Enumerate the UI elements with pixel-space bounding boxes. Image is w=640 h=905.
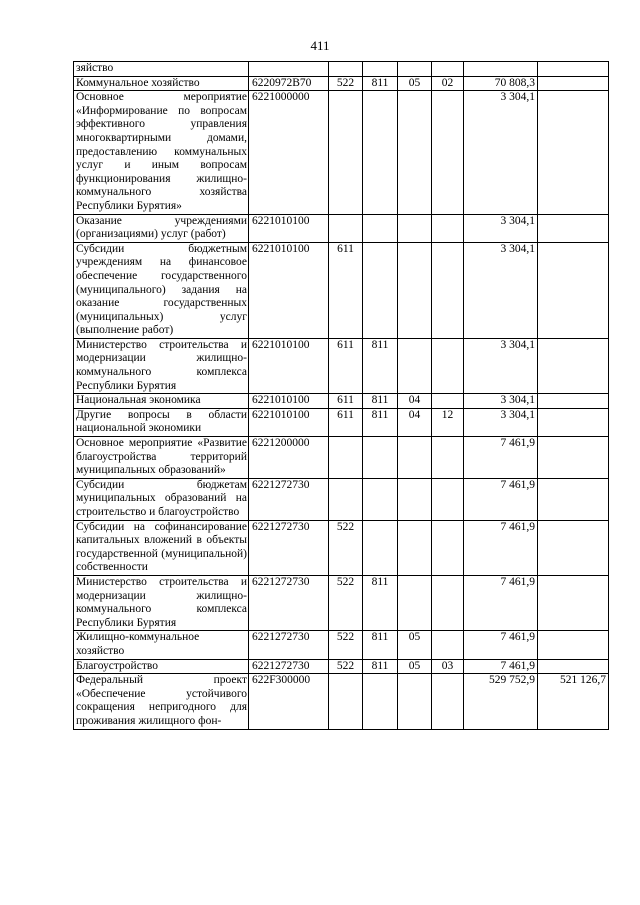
amount-cell: 70 808,3 xyxy=(464,76,538,91)
expense-type-cell: 611 xyxy=(329,394,363,409)
expense-type-cell: 522 xyxy=(329,659,363,674)
amount-cell: 529 752,9 xyxy=(464,674,538,729)
table-row xyxy=(74,91,609,214)
ministry-code-cell xyxy=(363,91,398,214)
subsection-cell xyxy=(432,394,464,409)
ministry-code-cell xyxy=(363,62,398,77)
table-body xyxy=(74,62,609,730)
subsection-cell xyxy=(432,338,464,393)
target-article-cell: 6221010100 xyxy=(249,214,329,242)
target-article-cell: 6221000000 xyxy=(249,91,329,214)
row-name-cell: Федеральный проект «Обеспечение устойчивого сокращения непригодного для проживания жилищного фон- xyxy=(74,674,249,729)
amount2-cell xyxy=(538,437,609,479)
row-name-cell: зяйство xyxy=(74,62,249,77)
ministry-code-cell: 811 xyxy=(363,76,398,91)
table-row xyxy=(74,437,609,479)
section-cell xyxy=(398,338,432,393)
amount-cell: 7 461,9 xyxy=(464,478,538,520)
amount-cell: 3 304,1 xyxy=(464,408,538,436)
amount-cell: 3 304,1 xyxy=(464,338,538,393)
amount2-cell xyxy=(538,659,609,674)
row-name-cell: Министерство строительства и модернизации жилищно-коммунального комплекса Республики Бурятия xyxy=(74,575,249,630)
target-article-cell: 6221010100 xyxy=(249,394,329,409)
subsection-cell xyxy=(432,674,464,729)
amount-cell: 7 461,9 xyxy=(464,631,538,659)
amount2-cell xyxy=(538,76,609,91)
amount2-cell xyxy=(538,62,609,77)
target-article-cell: 622F300000 xyxy=(249,674,329,729)
ministry-code-cell xyxy=(363,437,398,479)
table-row xyxy=(74,242,609,338)
row-name-cell: Коммунальное хозяйство xyxy=(74,76,249,91)
amount2-cell xyxy=(538,408,609,436)
target-article-cell: 6221272730 xyxy=(249,575,329,630)
target-article-cell: 6221272730 xyxy=(249,478,329,520)
expense-type-cell xyxy=(329,91,363,214)
section-cell: 05 xyxy=(398,659,432,674)
table-row xyxy=(74,214,609,242)
expense-type-cell xyxy=(329,674,363,729)
subsection-cell xyxy=(432,214,464,242)
subsection-cell: 12 xyxy=(432,408,464,436)
subsection-cell xyxy=(432,437,464,479)
expense-type-cell xyxy=(329,437,363,479)
ministry-code-cell xyxy=(363,242,398,338)
ministry-code-cell: 811 xyxy=(363,575,398,630)
target-article-cell: 6221010100 xyxy=(249,338,329,393)
section-cell xyxy=(398,62,432,77)
section-cell: 04 xyxy=(398,394,432,409)
expense-type-cell xyxy=(329,478,363,520)
table-row xyxy=(74,631,609,659)
subsection-cell: 03 xyxy=(432,659,464,674)
target-article-cell: 6221010100 xyxy=(249,408,329,436)
amount-cell: 3 304,1 xyxy=(464,394,538,409)
row-name-cell: Основное мероприятие «Информирование по вопросам эффективного управления многоквартирными домами, предоставлению коммунальных услуг и иным вопросам функционирования жилищно-коммунального хозяйства Республики Бурятия» xyxy=(74,91,249,214)
amount2-cell xyxy=(538,242,609,338)
ministry-code-cell: 811 xyxy=(363,408,398,436)
amount2-cell xyxy=(538,478,609,520)
row-name-cell: Основное мероприятие «Развитие благоустройства территорий муниципальных образований» xyxy=(74,437,249,479)
subsection-cell xyxy=(432,631,464,659)
amount2-cell xyxy=(538,338,609,393)
amount-cell: 7 461,9 xyxy=(464,659,538,674)
amount2-cell xyxy=(538,520,609,575)
table-row xyxy=(74,394,609,409)
target-article-cell: 6221272730 xyxy=(249,631,329,659)
table-row xyxy=(74,659,609,674)
row-name-cell: Субсидии бюджетным учреждениям на финансовое обеспечение государственного (муниципального) задания на оказание государственных (муниципальных) услуг (выполнение работ) xyxy=(74,242,249,338)
amount2-cell xyxy=(538,91,609,214)
amount-cell: 3 304,1 xyxy=(464,214,538,242)
amount2-cell: 521 126,7 xyxy=(538,674,609,729)
expense-type-cell: 522 xyxy=(329,575,363,630)
section-cell: 05 xyxy=(398,76,432,91)
amount-cell: 7 461,9 xyxy=(464,520,538,575)
subsection-cell xyxy=(432,91,464,214)
amount-cell: 7 461,9 xyxy=(464,437,538,479)
expense-type-cell: 522 xyxy=(329,520,363,575)
subsection-cell xyxy=(432,478,464,520)
budget-table xyxy=(73,61,609,730)
section-cell xyxy=(398,478,432,520)
target-article-cell xyxy=(249,62,329,77)
amount2-cell xyxy=(538,394,609,409)
section-cell: 04 xyxy=(398,408,432,436)
amount2-cell xyxy=(538,631,609,659)
amount-cell: 7 461,9 xyxy=(464,575,538,630)
row-name-cell: Национальная экономика xyxy=(74,394,249,409)
amount-cell xyxy=(464,62,538,77)
subsection-cell xyxy=(432,575,464,630)
table-row xyxy=(74,674,609,729)
expense-type-cell: 522 xyxy=(329,76,363,91)
target-article-cell: 6221200000 xyxy=(249,437,329,479)
subsection-cell: 02 xyxy=(432,76,464,91)
subsection-cell xyxy=(432,520,464,575)
target-article-cell: 6221010100 xyxy=(249,242,329,338)
section-cell xyxy=(398,242,432,338)
ministry-code-cell xyxy=(363,478,398,520)
ministry-code-cell xyxy=(363,214,398,242)
target-article-cell: 6220972В70 xyxy=(249,76,329,91)
section-cell xyxy=(398,91,432,214)
section-cell: 05 xyxy=(398,631,432,659)
table-row xyxy=(74,62,609,77)
amount2-cell xyxy=(538,575,609,630)
ministry-code-cell: 811 xyxy=(363,338,398,393)
section-cell xyxy=(398,520,432,575)
page-number: 411 xyxy=(310,38,330,53)
amount-cell: 3 304,1 xyxy=(464,242,538,338)
subsection-cell xyxy=(432,242,464,338)
row-name-cell: Оказание учреждениями (организациями) услуг (работ) xyxy=(74,214,249,242)
row-name-cell: Другие вопросы в области национальной экономики xyxy=(74,408,249,436)
table-row xyxy=(74,76,609,91)
table-row xyxy=(74,478,609,520)
row-name-cell: Жилищно-коммунальное хозяйство xyxy=(74,631,249,659)
table-row xyxy=(74,575,609,630)
expense-type-cell: 611 xyxy=(329,408,363,436)
ministry-code-cell xyxy=(363,520,398,575)
row-name-cell: Благоустройство xyxy=(74,659,249,674)
ministry-code-cell xyxy=(363,674,398,729)
expense-type-cell xyxy=(329,214,363,242)
row-name-cell: Субсидии бюджетам муниципальных образований на строительство и благоустройство xyxy=(74,478,249,520)
section-cell xyxy=(398,575,432,630)
table-row xyxy=(74,408,609,436)
table-row xyxy=(74,338,609,393)
ministry-code-cell: 811 xyxy=(363,394,398,409)
target-article-cell: 6221272730 xyxy=(249,520,329,575)
row-name-cell: Субсидии на софинансирование капитальных вложений в объекты государственной (муниципальной) собственности xyxy=(74,520,249,575)
section-cell xyxy=(398,674,432,729)
section-cell xyxy=(398,437,432,479)
expense-type-cell: 611 xyxy=(329,338,363,393)
expense-type-cell xyxy=(329,62,363,77)
expense-type-cell: 522 xyxy=(329,631,363,659)
target-article-cell: 6221272730 xyxy=(249,659,329,674)
ministry-code-cell: 811 xyxy=(363,631,398,659)
table-row xyxy=(74,520,609,575)
amount2-cell xyxy=(538,214,609,242)
subsection-cell xyxy=(432,62,464,77)
section-cell xyxy=(398,214,432,242)
ministry-code-cell: 811 xyxy=(363,659,398,674)
expense-type-cell: 611 xyxy=(329,242,363,338)
row-name-cell: Министерство строительства и модернизации жилищно-коммунального комплекса Республики Бурятия xyxy=(74,338,249,393)
amount-cell: 3 304,1 xyxy=(464,91,538,214)
